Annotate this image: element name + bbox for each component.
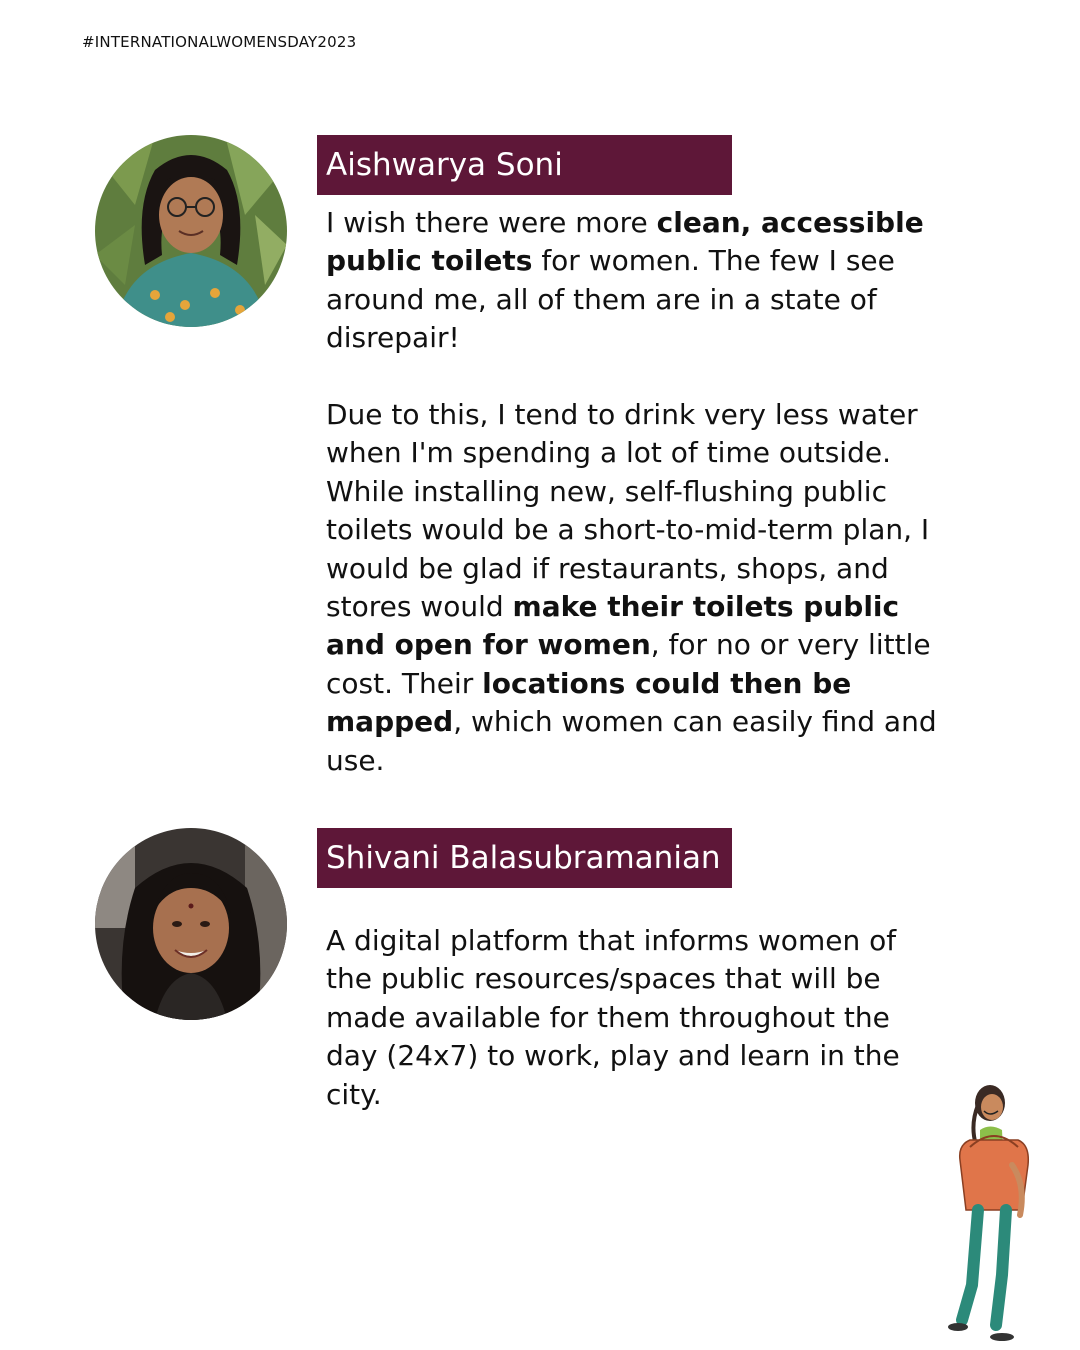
quote-paragraph xyxy=(326,204,946,358)
name-bar-shivani-balasubramanian: Shivani Balasubramanian xyxy=(317,828,732,888)
quote-paragraph xyxy=(326,396,946,780)
quote-text: A digital platform that informs women of the public resources/spaces that will be made available for them throughout the day (24x7) to work, play and learn in the city. xyxy=(326,924,900,1111)
quote-shivani-balasubramanian xyxy=(326,922,946,1114)
quote-emphasis: make their toilets public and open for women xyxy=(326,590,900,662)
quote-aishwarya-soni xyxy=(326,204,946,780)
woman-with-bag-illustration xyxy=(940,1075,1040,1345)
quote-text: , for no or very little cost. Their xyxy=(326,628,931,700)
quote-text: , which women can easily find and use. xyxy=(326,705,937,777)
quote-emphasis: clean, accessible public toilets xyxy=(326,206,924,278)
quote-text: I wish there were more xyxy=(326,206,657,239)
quote-paragraph xyxy=(326,922,946,1114)
quote-text: for women. The few I see around me, all of them are in a state of disrepair! xyxy=(326,244,895,355)
hashtag: #INTERNATIONALWOMENSDAY2023 xyxy=(82,33,357,51)
avatar-aishwarya-soni xyxy=(95,135,287,327)
quote-text: Due to this, I tend to drink very less water when I'm spending a lot of time outside. While installing new, self-flushing public toilets would be a short-to-mid-term plan, I would be glad if restaurants, shops, and stores would xyxy=(326,398,930,624)
quote-emphasis: locations could then be mapped xyxy=(326,666,852,739)
avatar-shivani-balasubramanian xyxy=(95,828,287,1020)
name-bar-aishwarya-soni: Aishwarya Soni xyxy=(317,135,732,195)
